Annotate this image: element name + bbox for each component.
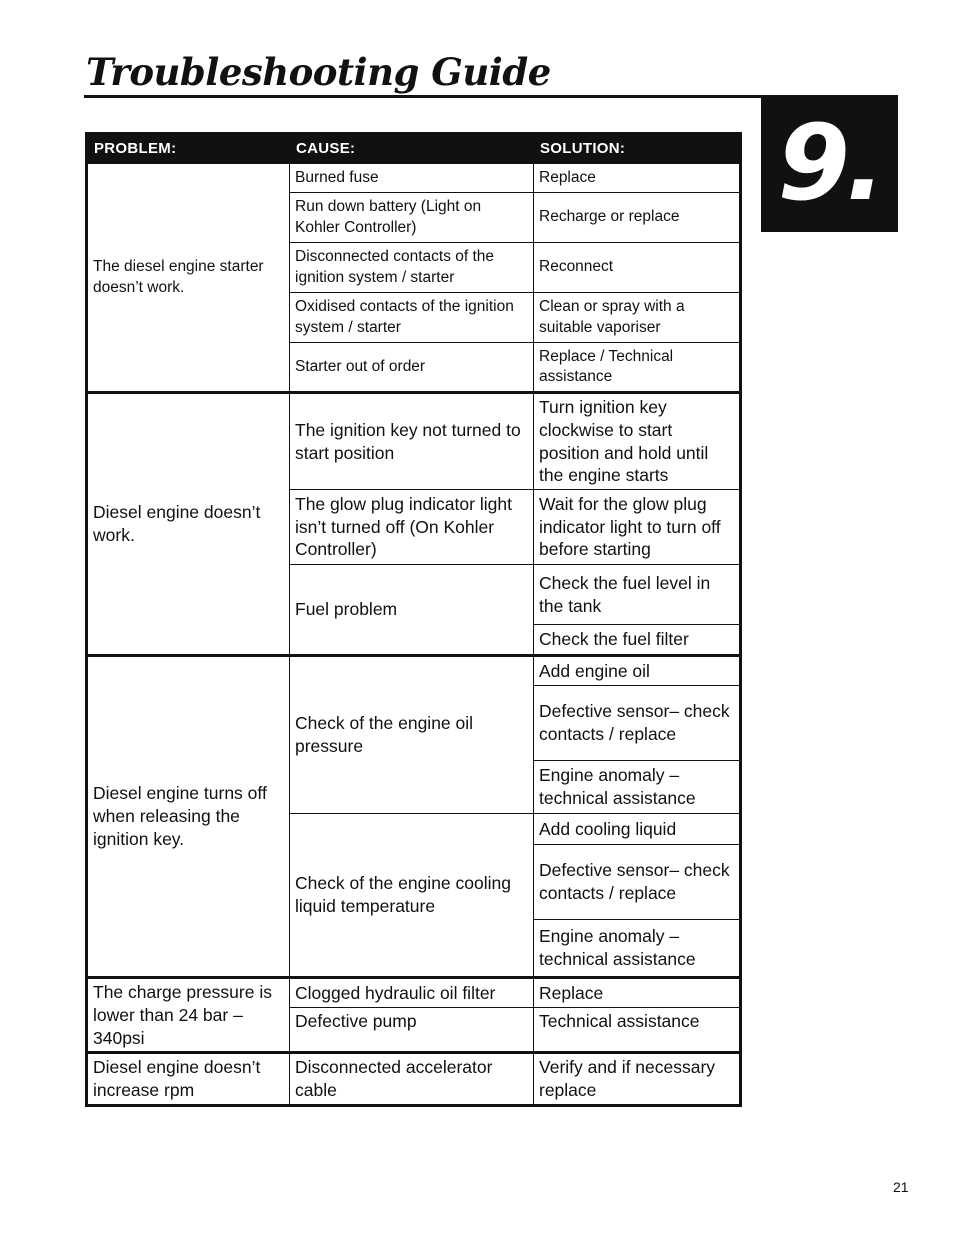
- table-row: [87, 656, 741, 686]
- page-number: 21: [893, 1179, 909, 1195]
- cause-cell: Disconnected accelerator cable: [290, 1053, 534, 1106]
- solution-cell: Verify and if necessary replace: [534, 1053, 741, 1106]
- chapter-number-badge: 9.: [761, 95, 898, 232]
- solution-cell: Replace: [534, 164, 741, 193]
- problem-cell: Diesel engine turns off when releasing the ignition key.: [87, 656, 290, 978]
- solution-cell: Defective sensor– check contacts / replace: [534, 845, 741, 920]
- cause-cell: The glow plug indicator light isn’t turned off (On Kohler Controller): [290, 490, 534, 565]
- table-row: [87, 1053, 741, 1106]
- header-problem: PROBLEM:: [87, 134, 290, 164]
- solution-cell: Defective sensor– check contacts / replace: [534, 686, 741, 761]
- table-row: [87, 393, 741, 490]
- table-row: [87, 978, 741, 1008]
- cause-cell: Check of the engine cooling liquid temperature: [290, 814, 534, 978]
- cause-cell: Burned fuse: [290, 164, 534, 193]
- cause-cell: Defective pump: [290, 1008, 534, 1053]
- troubleshooting-table: [85, 132, 742, 1107]
- solution-cell: Check the fuel filter: [534, 625, 741, 656]
- page-title: Troubleshooting Guide: [86, 50, 551, 94]
- cause-cell: Clogged hydraulic oil filter: [290, 978, 534, 1008]
- problem-cell: Diesel engine doesn’t work.: [87, 393, 290, 656]
- table-header-row: [87, 134, 741, 164]
- solution-cell: Recharge or replace: [534, 193, 741, 243]
- cause-cell: Fuel problem: [290, 565, 534, 656]
- solution-cell: Wait for the glow plug indicator light to turn off before starting: [534, 490, 741, 565]
- cause-cell: Starter out of order: [290, 343, 534, 393]
- table-row: [87, 164, 741, 193]
- cause-cell: Disconnected contacts of the ignition system / starter: [290, 243, 534, 293]
- solution-cell: Add cooling liquid: [534, 814, 741, 845]
- cause-cell: Check of the engine oil pressure: [290, 656, 534, 814]
- header-cause: CAUSE:: [290, 134, 534, 164]
- solution-cell: Reconnect: [534, 243, 741, 293]
- solution-cell: Replace / Technical assistance: [534, 343, 741, 393]
- solution-cell: Clean or spray with a suitable vaporiser: [534, 293, 741, 343]
- problem-cell: The charge pressure is lower than 24 bar – 340psi: [87, 978, 290, 1053]
- cause-cell: Oxidised contacts of the ignition system / starter: [290, 293, 534, 343]
- header-solution: SOLUTION:: [534, 134, 741, 164]
- solution-cell: Engine anomaly – technical assistance: [534, 920, 741, 978]
- solution-cell: Check the fuel level in the tank: [534, 565, 741, 625]
- problem-cell: Diesel engine doesn’t increase rpm: [87, 1053, 290, 1106]
- solution-cell: Replace: [534, 978, 741, 1008]
- solution-cell: Turn ignition key clockwise to start position and hold until the engine starts: [534, 393, 741, 490]
- solution-cell: Technical assistance: [534, 1008, 741, 1053]
- cause-cell: Run down battery (Light on Kohler Controller): [290, 193, 534, 243]
- cause-cell: The ignition key not turned to start position: [290, 393, 534, 490]
- problem-cell: The diesel engine starter doesn’t work.: [87, 164, 290, 393]
- solution-cell: Add engine oil: [534, 656, 741, 686]
- solution-cell: Engine anomaly – technical assistance: [534, 761, 741, 814]
